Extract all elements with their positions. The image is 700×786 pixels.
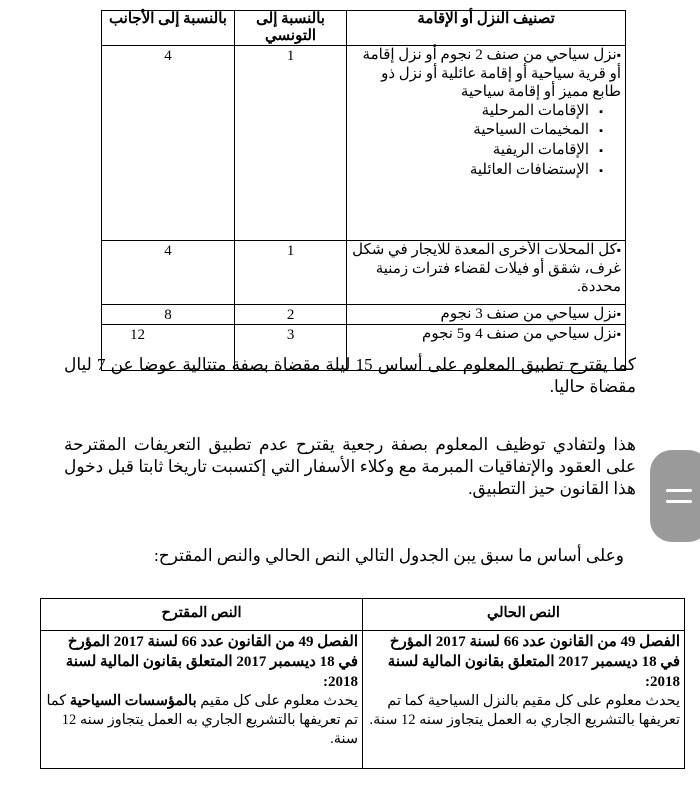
tariff-table (101, 10, 626, 371)
header-tunisian: بالنسبة إلى التونسي (234, 11, 346, 46)
paragraph-nights: كما يقترح تطبيق المعلوم على أساس 15 ليلة مقضاة بصفة متتالية عوضا عن 7 ليال مقضاة حاليا. (64, 355, 636, 396)
list-item: ▪ الإقامات المرحلية (351, 102, 603, 122)
tariff-header-row (102, 11, 626, 46)
current-article-title: الفصل 49 من القانون عدد 66 لسنة 2017 المؤرخ في 18 ديسمبر 2017 المتعلق بقانون المالية لسنة 2018: (387, 634, 680, 690)
tunisian-value: 3 (234, 325, 346, 371)
tunisian-value: 2 (234, 305, 346, 325)
side-panel-handle[interactable] (650, 450, 700, 542)
proposed-body-end: كما تم تعريفها بالتشريع الجاري به العمل يتجاوز سنه 12 سنة. (46, 693, 358, 747)
list-item: ▪ المخيمات السياحية (351, 121, 603, 141)
foreign-value: 4 (102, 46, 235, 241)
header-category: تصنيف النزل أو الإقامة (347, 11, 626, 46)
header-current-text: النص الحالي (363, 599, 685, 631)
current-article-body: يحدث معلوم على كل مقيم بالنزل السياحية كما تم تعريفها بالتشريع الجاري به العمل يتجاوز سنه 12 سنة. (369, 693, 680, 728)
table-row (102, 241, 626, 305)
comparison-table (40, 598, 685, 769)
proposed-article-title: الفصل 49 من القانون عدد 66 لسنة 2017 المؤرخ في 18 ديسمبر 2017 المتعلق بقانون المالية لسنة 2018: (65, 634, 358, 690)
category-cell (347, 305, 626, 325)
current-text-cell (363, 631, 685, 769)
table-row (102, 305, 626, 325)
foreign-value: 8 (102, 305, 235, 325)
comparison-header-row (41, 599, 685, 631)
category-cell (347, 241, 626, 305)
proposed-body-start: يحدث معلوم على كل مقيم (196, 693, 358, 709)
foreign-value: 4 (102, 241, 235, 305)
category-cell (347, 46, 626, 241)
category-text: نزل سياحي من صنف 3 نجوم (440, 306, 617, 322)
proposed-body-highlight: بالمؤسسات السياحية (69, 693, 197, 709)
category-text: كل المحلات الأخرى المعدة للايجار في شكل غرف، شقق أو فيلات لقضاء فترات زمنية محددة. (352, 242, 621, 296)
sub-item-list (351, 102, 621, 180)
foreign-value: 12 (102, 325, 235, 371)
tunisian-value: 1 (234, 241, 346, 305)
category-text: نزل سياحي من صنف 4 و5 نجوم (422, 326, 617, 342)
table-row (102, 46, 626, 241)
paragraph-retroactive: هذا ولتفادي توظيف المعلوم بصفة رجعية يقترح عدم تطبيق التعريفات المقترحة على العقود والإتفاقيات المبرمة مع وكلاء الأسفار التي إكتسبت تاريخا ثابتا قبل دخول هذا القانون حيز التطبيق. (64, 435, 636, 498)
category-text: نزل سياحي من صنف 2 نجوم أو نزل إقامة أو قرية سياحية أو إقامة عائلية أو نزل ذو طابع مميز أو إقامة سياحية (362, 47, 621, 101)
proposed-article-body (45, 692, 358, 767)
tunisian-value: 1 (234, 46, 346, 241)
header-proposed-text: النص المقترح (41, 599, 363, 631)
proposed-text-cell (41, 631, 363, 769)
header-foreign: بالنسبة إلى الأجانب (102, 11, 235, 46)
paragraph-intro-comparison: وعلى أساس ما سبق يبن الجدول التالي النص الحالي والنص المقترح: (154, 546, 624, 565)
list-item: ▪ الإستضافات العائلية (351, 161, 603, 181)
list-item: ▪ الإقامات الريفية (351, 141, 603, 161)
table-row (41, 631, 685, 769)
